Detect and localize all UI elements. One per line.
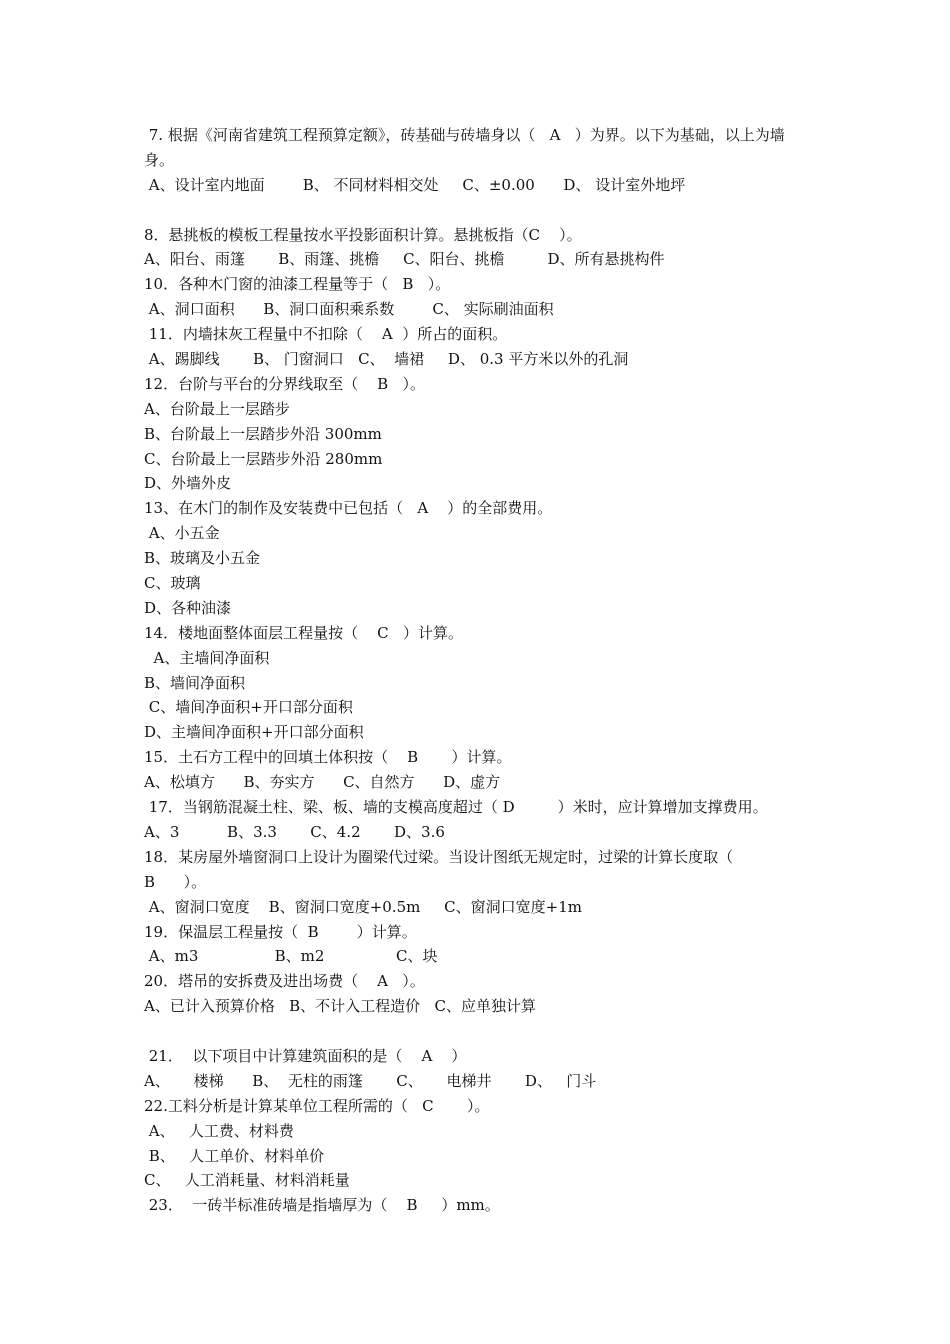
text-line: A、阳台、雨篷 B、雨篷、挑檐 C、阳台、挑檐 D、所有悬挑构件 [144, 250, 665, 269]
text-line: A、台阶最上一层踏步 [144, 399, 290, 418]
text-line: 15．土石方工程中的回填土体积按（ B ）计算。 [144, 748, 512, 767]
text-line: 身。 [144, 150, 175, 169]
text-line: 19．保温层工程量按（ B ）计算。 [144, 922, 417, 941]
text-line: 13、在木门的制作及安装费中已包括（ A ）的全部费用。 [144, 499, 553, 518]
text-line: 7. 根据《河南省建筑工程预算定额》，砖基础与砖墙身以（ A ）为界。以下为基础，以上为墙 [144, 126, 785, 144]
text-line: C、 人工消耗量、材料消耗量 [144, 1171, 350, 1190]
text-line: 21． 以下项目中计算建筑面积的是（ A ） [144, 1046, 467, 1065]
text-line: A、洞口面积 B、洞口面积乘系数 C、 实际刷油面积 [144, 300, 554, 319]
text-line: A、窗洞口宽度 B、窗洞口宽度+0.5m C、窗洞口宽度+1m [144, 897, 582, 916]
text-line: A、松填方 B、夯实方 C、自然方 D、虚方 [144, 773, 501, 792]
text-line: 10．各种木门窗的油漆工程量等于（ B ）。 [144, 275, 451, 294]
text-line: 18．某房屋外墙窗洞口上设计为圈梁代过梁。当设计图纸无规定时，过梁的计算长度取（ [144, 847, 734, 866]
text-line: 8．悬挑板的模板工程量按水平投影面积计算。悬挑板指（C ）。 [144, 225, 582, 244]
text-line: A、踢脚线 B、 门窗洞口 C、 墙裙 D、 0.3 平方米以外的孔洞 [144, 350, 629, 369]
text-line: A、m3 B、m2 C、块 [144, 947, 438, 966]
text-line: A、3 B、3.3 C、4.2 D、3.6 [144, 822, 445, 841]
text-line: D、各种油漆 [144, 598, 232, 617]
text-line: A、 楼梯 B、 无柱的雨篷 C、 电梯井 D、 门斗 [144, 1071, 597, 1090]
text-line: B、玻璃及小五金 [144, 549, 261, 568]
text-line: A、主墙间净面积 [144, 648, 270, 667]
text-line: 23． 一砖半标准砖墙是指墙厚为（ B ）mm。 [144, 1196, 500, 1215]
blank-line [144, 1019, 816, 1044]
question-list [144, 123, 816, 1218]
text-line: D、外墙外皮 [144, 474, 232, 493]
text-line: C、玻璃 [144, 574, 201, 593]
text-line: B、台阶最上一层踏步外沿 300mm [144, 424, 382, 443]
text-line: A、已计入预算价格 B、不计入工程造价 C、应单独计算 [144, 997, 536, 1016]
text-line: C、墙间净面积+开口部分面积 [144, 698, 353, 717]
text-line: B、墙间净面积 [144, 673, 246, 692]
text-line: 11．内墙抹灰工程量中不扣除（ A ）所占的面积。 [144, 325, 508, 344]
text-line: C、台阶最上一层踏步外沿 280mm [144, 449, 383, 468]
text-line: 22.工料分析是计算某单位工程所需的（ C ）。 [144, 1096, 490, 1115]
text-line: 17．当钢筋混凝土柱、梁、板、墙的支模高度超过（ D ）米时，应计算增加支撑费用。 [144, 798, 768, 817]
text-line: B ）。 [144, 872, 207, 891]
text-line: A、小五金 [144, 524, 220, 543]
text-line: 12．台阶与平台的分界线取至（ B ）。 [144, 374, 425, 393]
text-line: 20．塔吊的安拆费及进出场费（ A ）。 [144, 972, 425, 991]
text-line: A、 人工费、材料费 [144, 1121, 294, 1140]
text-line: D、主墙间净面积+开口部分面积 [144, 723, 364, 742]
text-line: 14．楼地面整体面层工程量按（ C ）计算。 [144, 623, 463, 642]
blank-line [144, 198, 816, 223]
text-line: B、 人工单价、材料单价 [144, 1146, 325, 1165]
text-line: A、设计室内地面 B、 不同材料相交处 C、±0.00 D、 设计室外地坪 [144, 175, 686, 194]
